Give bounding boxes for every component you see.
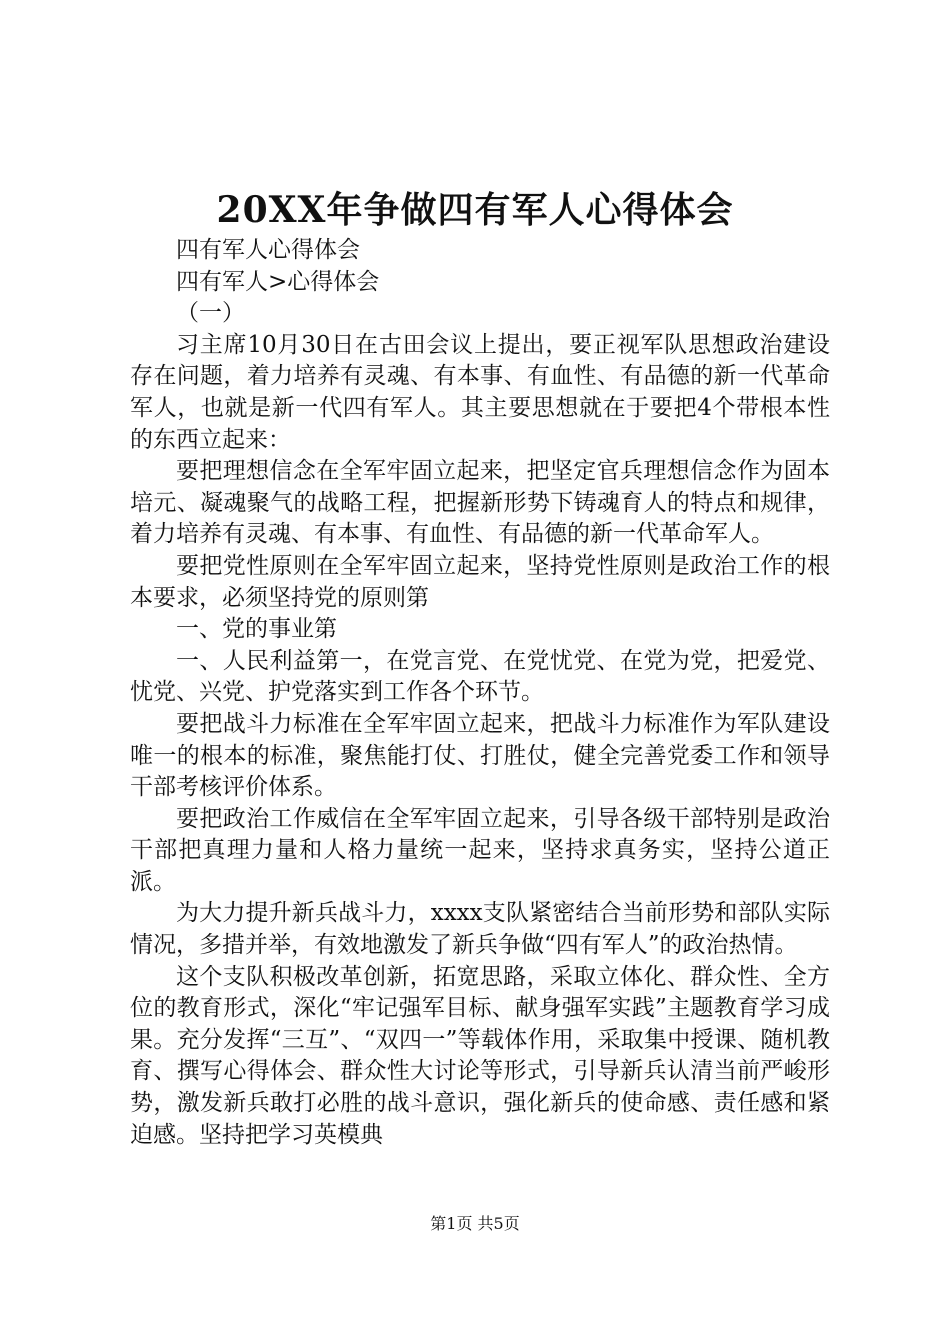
- paragraph: 为大力提升新兵战斗力，xxxx支队紧密结合当前形势和部队实际情况，多措并举，有效地激发了新兵争做“四有军人”的政治热情。: [130, 900, 830, 959]
- paragraph: 一、党的事业第: [176, 616, 337, 643]
- paragraph: 这个支队积极改革创新，拓宽思路，采取立体化、群众性、全方位的教育形式，深化“牢记强军目标、献身强军实践”主题教育学习成果。充分发挥“三互”、“双四一”等载体作用，采取集中授课、随机教育、撰写心得体会、群众性大讨论等形式，引导新兵认清当前严峻形势，激发新兵敢打必胜的战斗意识，强化新兵的使命感、责任感和紧迫感。坚持把学习英模典: [130, 963, 830, 1148]
- paragraph: 一、人民利益第一，在党言党、在党忧党、在党为党，把爱党、忧党、兴党、护党落实到工作各个环节。: [130, 647, 830, 706]
- document-title: 20XX年争做四有军人心得体会: [216, 189, 734, 231]
- paragraph: 要把党性原则在全军牢固立起来，坚持党性原则是政治工作的根本要求，必须坚持党的原则第: [130, 552, 830, 611]
- document-body: [130, 235, 830, 1151]
- paragraph: 要把政治工作威信在全军牢固立起来，引导各级干部特别是政治干部把真理力量和人格力量统一起来，坚持求真务实，坚持公道正派。: [130, 805, 830, 895]
- paragraph: 习主席10月30日在古田会议上提出，要正视军队思想政治建设存在问题，着力培养有灵魂、有本事、有血性、有品德的新一代革命军人，也就是新一代四有军人。其主要思想就在于要把4个带根本性的东西立起来：: [130, 331, 830, 453]
- paragraph: 要把理想信念在全军牢固立起来，把坚定官兵理想信念作为固本培元、凝魂聚气的战略工程，把握新形势下铸魂育人的特点和规律，着力培养有灵魂、有本事、有血性、有品德的新一代革命军人。: [130, 458, 830, 548]
- paragraph: 要把战斗力标准在全军牢固立起来，把战斗力标准作为军队建设唯一的根本的标准，聚焦能打仗、打胜仗，健全完善党委工作和领导干部考核评价体系。: [130, 710, 830, 801]
- paragraph: （一）: [176, 300, 245, 327]
- paragraph: 四有军人心得体会: [176, 237, 360, 263]
- page-footer: 第1页 共5页: [430, 1214, 520, 1233]
- paragraph: 四有军人>心得体会: [176, 268, 380, 295]
